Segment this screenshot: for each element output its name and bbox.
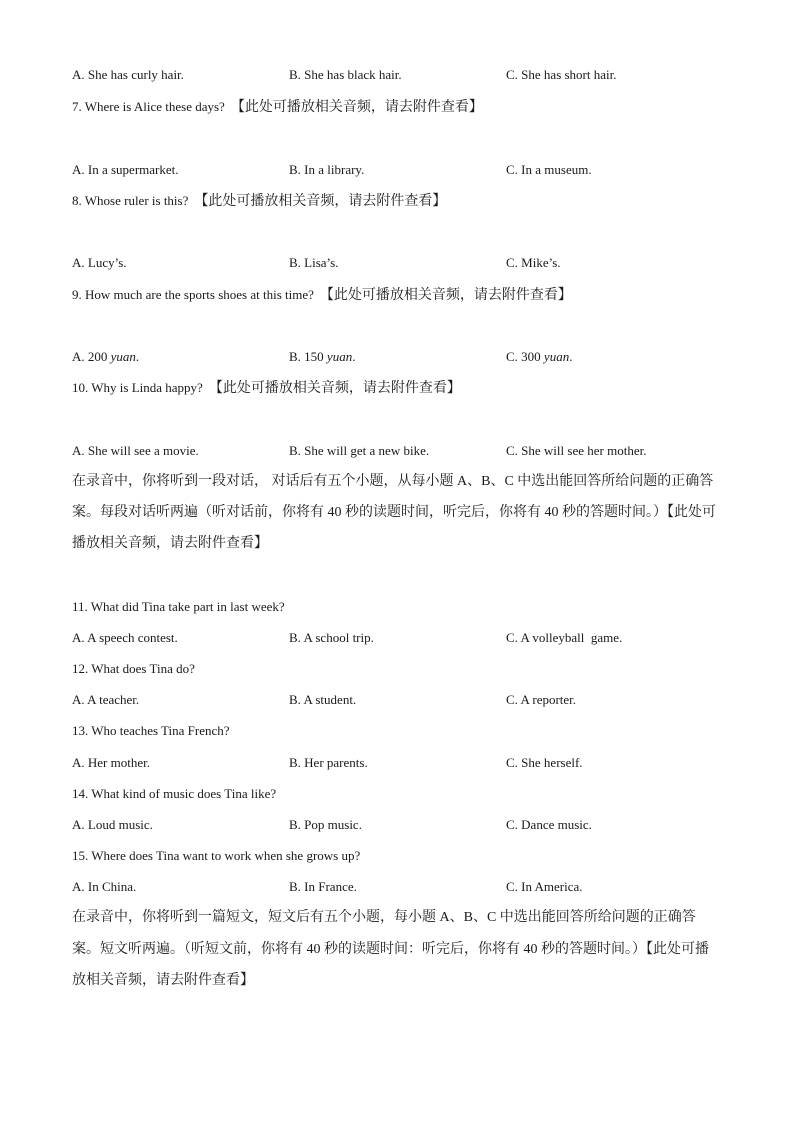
option-c: C. She herself. [506,755,583,770]
option-value: B. 150 [289,349,324,364]
question-11-prompt: 11. What did Tina take part in last week? [72,599,285,614]
question-13-prompt: 13. Who teaches Tina French? [72,723,230,738]
option-c: C. Mike’s. [506,255,561,270]
question-text: 9. How much are the sports shoes at this time? [72,287,314,302]
option-a: A. She will see a movie. [72,443,199,458]
instruction-line: 案。短文听两遍。（听短文前，你将有 40 秒的读题时间：听完后，你将有 40 秒的答题时间。）【此处可播 [72,942,709,957]
option-end: . [569,349,573,364]
instruction-line: 案。每段对话听两遍（听对话前，你将有 40 秒的读题时间，听完后，你将有 40 秒的答题时间。）【此处可 [72,505,716,520]
option-a: A. She has curly hair. [72,67,184,82]
question-14-prompt: 14. What kind of music does Tina like? [72,786,277,801]
option-b: B. In France. [289,879,357,894]
option-end: . [352,349,356,364]
option-value: A. 200 [72,349,108,364]
option-b: B. In a library. [289,162,365,177]
option-b [289,349,355,365]
option-c: C. Dance music. [506,817,592,832]
question-text: 10. Why is Linda happy? [72,380,203,395]
option-c: C. In America. [506,879,583,894]
option-b: B. A school trip. [289,630,374,645]
option-b: B. She has black hair. [289,67,402,82]
option-a: A. A teacher. [72,692,140,707]
instruction-line: 放相关音频，请去附件查看】 [72,973,254,988]
option-c: C. She will see her mother. [506,443,647,458]
audio-note: 【此处可播放相关音频，请去附件查看】 [194,194,447,209]
option-a [72,349,139,365]
option-b: B. She will get a new bike. [289,443,430,458]
option-a: A. In China. [72,879,137,894]
option-a: A. A speech contest. [72,630,178,645]
option-c [506,349,572,365]
question-text: 8. Whose ruler is this? [72,193,189,208]
option-b: B. Lisa’s. [289,255,339,270]
option-unit: yuan [110,349,136,364]
option-b: B. A student. [289,692,357,707]
question-9-prompt [72,287,572,304]
question-15-prompt: 15. Where does Tina want to work when she grows up? [72,848,361,863]
question-10-prompt [72,380,461,397]
option-b: B. Her parents. [289,755,368,770]
option-a: A. Lucy’s. [72,255,127,270]
option-a: A. Loud music. [72,817,153,832]
option-b: B. Pop music. [289,817,362,832]
option-a: A. Her mother. [72,755,150,770]
audio-note: 【此处可播放相关音频，请去附件查看】 [208,381,461,396]
instruction-line: 在录音中，你将听到一篇短文，短文后有五个小题，每小题 A、B、C 中选出能回答所给问题的正确答 [72,910,696,925]
option-end: . [135,349,140,364]
option-value: C. 300 [506,349,541,364]
question-text: 7. Where is Alice these days? [72,99,225,114]
option-c: C. A reporter. [506,692,577,707]
audio-note: 【此处可播放相关音频，请去附件查看】 [319,288,572,303]
instruction-line: 在录音中，你将听到一段对话， 对话后有五个小题，从每小题 A、B、C 中选出能回答所给问题的正确答 [72,474,714,489]
option-c: C. She has short hair. [506,67,617,82]
instruction-line: 播放相关音频，请去附件查看】 [72,536,268,551]
option-a: A. In a supermarket. [72,162,179,177]
option-unit: yuan [326,349,353,364]
option-c: C. In a museum. [506,162,592,177]
option-unit: yuan [543,349,570,364]
option-c: C. A volleyball game. [506,630,623,645]
question-12-prompt: 12. What does Tina do? [72,661,195,676]
audio-note: 【此处可播放相关音频，请去附件查看】 [230,100,483,115]
question-8-prompt [72,193,446,210]
question-7-prompt [72,99,483,116]
